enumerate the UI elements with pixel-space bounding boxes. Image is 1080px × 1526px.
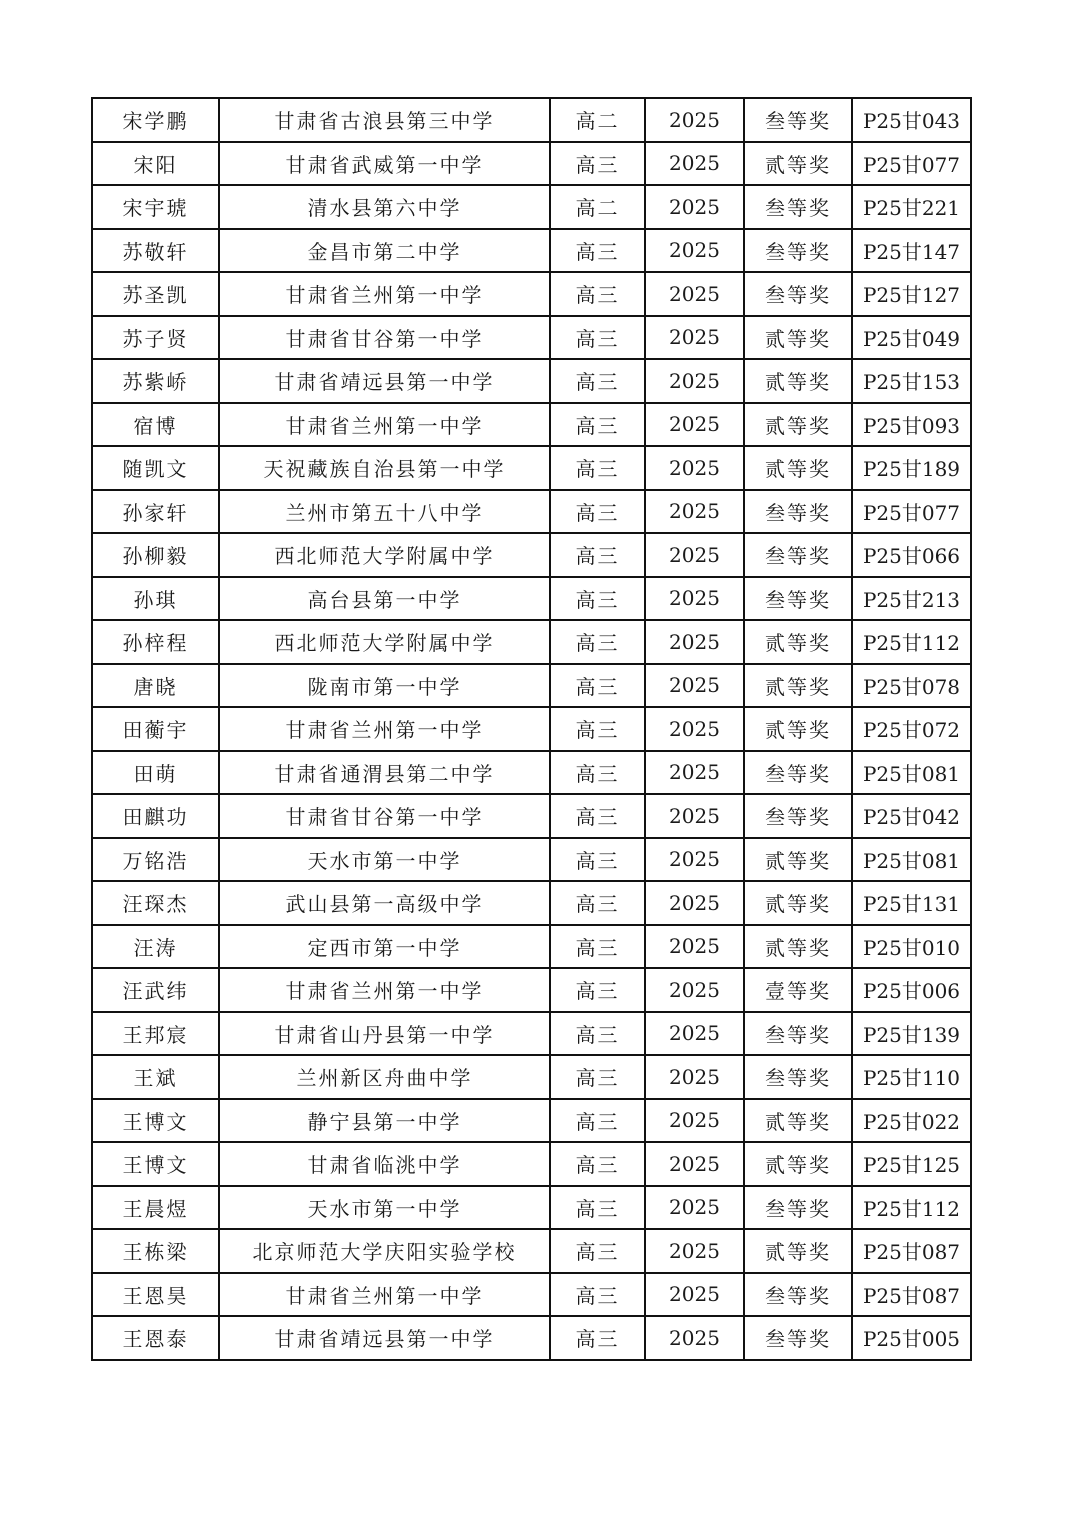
year-cell: 2025 (645, 403, 744, 447)
certificate-code-cell: P25甘221 (852, 185, 971, 229)
year-cell: 2025 (645, 838, 744, 882)
award-level-cell: 贰等奖 (744, 620, 852, 664)
award-level-cell: 贰等奖 (744, 881, 852, 925)
award-level-cell: 贰等奖 (744, 1229, 852, 1273)
award-level-cell: 贰等奖 (744, 446, 852, 490)
award-level-cell: 贰等奖 (744, 838, 852, 882)
year-cell: 2025 (645, 272, 744, 316)
grade-cell: 高三 (550, 664, 645, 708)
grade-cell: 高三 (550, 1055, 645, 1099)
student-name-cell: 宋阳 (92, 142, 219, 186)
table-row (92, 98, 971, 142)
grade-cell: 高三 (550, 1316, 645, 1360)
grade-cell: 高三 (550, 620, 645, 664)
school-cell: 兰州新区舟曲中学 (219, 1055, 550, 1099)
student-name-cell: 汪琛杰 (92, 881, 219, 925)
award-level-cell: 叁等奖 (744, 1316, 852, 1360)
grade-cell: 高三 (550, 968, 645, 1012)
certificate-code-cell: P25甘066 (852, 533, 971, 577)
year-cell: 2025 (645, 794, 744, 838)
table-row (92, 1142, 971, 1186)
table-row (92, 794, 971, 838)
student-name-cell: 万铭浩 (92, 838, 219, 882)
award-level-cell: 贰等奖 (744, 403, 852, 447)
school-cell: 陇南市第一中学 (219, 664, 550, 708)
certificate-code-cell: P25甘110 (852, 1055, 971, 1099)
table-row (92, 229, 971, 273)
award-level-cell: 叁等奖 (744, 1273, 852, 1317)
year-cell: 2025 (645, 664, 744, 708)
table-row (92, 446, 971, 490)
certificate-code-cell: P25甘112 (852, 620, 971, 664)
grade-cell: 高三 (550, 316, 645, 360)
grade-cell: 高三 (550, 272, 645, 316)
certificate-code-cell: P25甘147 (852, 229, 971, 273)
table-row (92, 881, 971, 925)
certificate-code-cell: P25甘078 (852, 664, 971, 708)
school-cell: 甘肃省通渭县第二中学 (219, 751, 550, 795)
certificate-code-cell: P25甘093 (852, 403, 971, 447)
student-name-cell: 王晨煜 (92, 1186, 219, 1230)
school-cell: 甘肃省兰州第一中学 (219, 272, 550, 316)
school-cell: 甘肃省靖远县第一中学 (219, 359, 550, 403)
year-cell: 2025 (645, 968, 744, 1012)
grade-cell: 高三 (550, 1012, 645, 1056)
table-row (92, 925, 971, 969)
school-cell: 西北师范大学附属中学 (219, 620, 550, 664)
grade-cell: 高三 (550, 490, 645, 534)
award-level-cell: 贰等奖 (744, 359, 852, 403)
certificate-code-cell: P25甘077 (852, 142, 971, 186)
school-cell: 兰州市第五十八中学 (219, 490, 550, 534)
certificate-code-cell: P25甘049 (852, 316, 971, 360)
certificate-code-cell: P25甘072 (852, 707, 971, 751)
school-cell: 甘肃省兰州第一中学 (219, 707, 550, 751)
grade-cell: 高三 (550, 577, 645, 621)
student-name-cell: 宋学鹏 (92, 98, 219, 142)
student-name-cell: 王斌 (92, 1055, 219, 1099)
table-row (92, 707, 971, 751)
year-cell: 2025 (645, 316, 744, 360)
year-cell: 2025 (645, 1273, 744, 1317)
student-name-cell: 田蘅宇 (92, 707, 219, 751)
student-name-cell: 汪涛 (92, 925, 219, 969)
award-level-cell: 叁等奖 (744, 229, 852, 273)
certificate-code-cell: P25甘010 (852, 925, 971, 969)
award-level-cell: 叁等奖 (744, 1186, 852, 1230)
certificate-code-cell: P25甘125 (852, 1142, 971, 1186)
grade-cell: 高三 (550, 142, 645, 186)
student-name-cell: 王栋梁 (92, 1229, 219, 1273)
school-cell: 甘肃省山丹县第一中学 (219, 1012, 550, 1056)
student-name-cell: 孙梓程 (92, 620, 219, 664)
grade-cell: 高三 (550, 229, 645, 273)
grade-cell: 高三 (550, 881, 645, 925)
award-level-cell: 叁等奖 (744, 577, 852, 621)
grade-cell: 高三 (550, 359, 645, 403)
certificate-code-cell: P25甘022 (852, 1099, 971, 1143)
award-level-cell: 贰等奖 (744, 316, 852, 360)
school-cell: 静宁县第一中学 (219, 1099, 550, 1143)
student-name-cell: 王邦宸 (92, 1012, 219, 1056)
table-row (92, 490, 971, 534)
awards-table (91, 97, 972, 1361)
year-cell: 2025 (645, 142, 744, 186)
year-cell: 2025 (645, 1012, 744, 1056)
certificate-code-cell: P25甘042 (852, 794, 971, 838)
year-cell: 2025 (645, 98, 744, 142)
award-level-cell: 贰等奖 (744, 1099, 852, 1143)
grade-cell: 高三 (550, 533, 645, 577)
year-cell: 2025 (645, 533, 744, 577)
table-row (92, 1055, 971, 1099)
school-cell: 北京师范大学庆阳实验学校 (219, 1229, 550, 1273)
award-level-cell: 叁等奖 (744, 751, 852, 795)
student-name-cell: 汪武纬 (92, 968, 219, 1012)
table-row (92, 577, 971, 621)
table-row (92, 403, 971, 447)
table-row (92, 316, 971, 360)
grade-cell: 高三 (550, 794, 645, 838)
table-row (92, 185, 971, 229)
table-row (92, 1229, 971, 1273)
award-level-cell: 贰等奖 (744, 142, 852, 186)
certificate-code-cell: P25甘189 (852, 446, 971, 490)
grade-cell: 高三 (550, 403, 645, 447)
certificate-code-cell: P25甘153 (852, 359, 971, 403)
student-name-cell: 苏敬轩 (92, 229, 219, 273)
grade-cell: 高三 (550, 446, 645, 490)
award-level-cell: 叁等奖 (744, 185, 852, 229)
school-cell: 甘肃省兰州第一中学 (219, 968, 550, 1012)
year-cell: 2025 (645, 1229, 744, 1273)
student-name-cell: 田麒功 (92, 794, 219, 838)
year-cell: 2025 (645, 490, 744, 534)
certificate-code-cell: P25甘112 (852, 1186, 971, 1230)
school-cell: 天水市第一中学 (219, 838, 550, 882)
year-cell: 2025 (645, 1142, 744, 1186)
award-level-cell: 贰等奖 (744, 707, 852, 751)
year-cell: 2025 (645, 707, 744, 751)
school-cell: 甘肃省兰州第一中学 (219, 1273, 550, 1317)
student-name-cell: 孙柳毅 (92, 533, 219, 577)
table-row (92, 1273, 971, 1317)
certificate-code-cell: P25甘139 (852, 1012, 971, 1056)
table-row (92, 838, 971, 882)
year-cell: 2025 (645, 446, 744, 490)
student-name-cell: 宿博 (92, 403, 219, 447)
certificate-code-cell: P25甘077 (852, 490, 971, 534)
certificate-code-cell: P25甘087 (852, 1273, 971, 1317)
table-row (92, 968, 971, 1012)
year-cell: 2025 (645, 1186, 744, 1230)
grade-cell: 高二 (550, 98, 645, 142)
award-level-cell: 叁等奖 (744, 533, 852, 577)
student-name-cell: 宋宇琥 (92, 185, 219, 229)
grade-cell: 高三 (550, 925, 645, 969)
school-cell: 甘肃省甘谷第一中学 (219, 316, 550, 360)
grade-cell: 高三 (550, 1229, 645, 1273)
certificate-code-cell: P25甘005 (852, 1316, 971, 1360)
table-row (92, 1012, 971, 1056)
school-cell: 甘肃省甘谷第一中学 (219, 794, 550, 838)
grade-cell: 高三 (550, 1142, 645, 1186)
award-level-cell: 叁等奖 (744, 1055, 852, 1099)
table-row (92, 1186, 971, 1230)
year-cell: 2025 (645, 1099, 744, 1143)
grade-cell: 高三 (550, 707, 645, 751)
table-row (92, 751, 971, 795)
year-cell: 2025 (645, 881, 744, 925)
award-level-cell: 叁等奖 (744, 98, 852, 142)
school-cell: 甘肃省临洮中学 (219, 1142, 550, 1186)
award-level-cell: 叁等奖 (744, 794, 852, 838)
certificate-code-cell: P25甘006 (852, 968, 971, 1012)
table-row (92, 142, 971, 186)
award-level-cell: 叁等奖 (744, 490, 852, 534)
certificate-code-cell: P25甘131 (852, 881, 971, 925)
award-level-cell: 贰等奖 (744, 664, 852, 708)
student-name-cell: 苏子贤 (92, 316, 219, 360)
table-row (92, 620, 971, 664)
student-name-cell: 田萌 (92, 751, 219, 795)
year-cell: 2025 (645, 620, 744, 664)
year-cell: 2025 (645, 577, 744, 621)
year-cell: 2025 (645, 229, 744, 273)
school-cell: 武山县第一高级中学 (219, 881, 550, 925)
grade-cell: 高二 (550, 185, 645, 229)
school-cell: 高台县第一中学 (219, 577, 550, 621)
table-row (92, 533, 971, 577)
year-cell: 2025 (645, 1055, 744, 1099)
certificate-code-cell: P25甘087 (852, 1229, 971, 1273)
award-level-cell: 贰等奖 (744, 925, 852, 969)
student-name-cell: 王博文 (92, 1142, 219, 1186)
grade-cell: 高三 (550, 751, 645, 795)
table-row (92, 664, 971, 708)
school-cell: 金昌市第二中学 (219, 229, 550, 273)
student-name-cell: 孙琪 (92, 577, 219, 621)
certificate-code-cell: P25甘043 (852, 98, 971, 142)
award-level-cell: 叁等奖 (744, 1012, 852, 1056)
student-name-cell: 王恩泰 (92, 1316, 219, 1360)
school-cell: 定西市第一中学 (219, 925, 550, 969)
school-cell: 清水县第六中学 (219, 185, 550, 229)
student-name-cell: 王恩昊 (92, 1273, 219, 1317)
certificate-code-cell: P25甘213 (852, 577, 971, 621)
table-row (92, 272, 971, 316)
table-row (92, 1316, 971, 1360)
grade-cell: 高三 (550, 838, 645, 882)
table-row (92, 1099, 971, 1143)
student-name-cell: 苏圣凯 (92, 272, 219, 316)
award-level-cell: 壹等奖 (744, 968, 852, 1012)
certificate-code-cell: P25甘127 (852, 272, 971, 316)
year-cell: 2025 (645, 1316, 744, 1360)
grade-cell: 高三 (550, 1186, 645, 1230)
school-cell: 甘肃省靖远县第一中学 (219, 1316, 550, 1360)
student-name-cell: 随凯文 (92, 446, 219, 490)
school-cell: 甘肃省兰州第一中学 (219, 403, 550, 447)
certificate-code-cell: P25甘081 (852, 751, 971, 795)
table-row (92, 359, 971, 403)
awards-table-body (92, 98, 971, 1360)
year-cell: 2025 (645, 359, 744, 403)
award-level-cell: 贰等奖 (744, 1142, 852, 1186)
grade-cell: 高三 (550, 1273, 645, 1317)
school-cell: 甘肃省古浪县第三中学 (219, 98, 550, 142)
student-name-cell: 王博文 (92, 1099, 219, 1143)
school-cell: 甘肃省武威第一中学 (219, 142, 550, 186)
school-cell: 天水市第一中学 (219, 1186, 550, 1230)
school-cell: 天祝藏族自治县第一中学 (219, 446, 550, 490)
year-cell: 2025 (645, 751, 744, 795)
school-cell: 西北师范大学附属中学 (219, 533, 550, 577)
award-level-cell: 叁等奖 (744, 272, 852, 316)
certificate-code-cell: P25甘081 (852, 838, 971, 882)
grade-cell: 高三 (550, 1099, 645, 1143)
student-name-cell: 孙家轩 (92, 490, 219, 534)
student-name-cell: 苏紫峤 (92, 359, 219, 403)
year-cell: 2025 (645, 925, 744, 969)
student-name-cell: 唐晓 (92, 664, 219, 708)
year-cell: 2025 (645, 185, 744, 229)
